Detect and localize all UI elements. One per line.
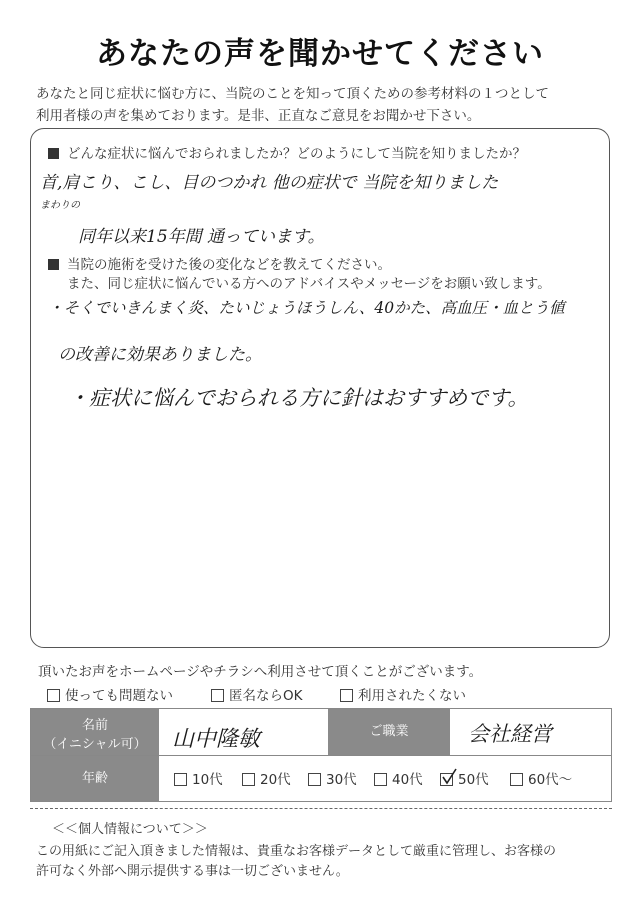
- intro-line-2: 利用者様の声を集めております。是非、正直なご意見をお聞かせ下さい。: [36, 108, 481, 124]
- checkbox-icon[interactable]: [242, 773, 255, 786]
- age-option-40-label: 40代: [392, 772, 423, 788]
- checkbox-checked-icon[interactable]: [440, 773, 453, 786]
- job-value: 会社経営: [468, 722, 552, 746]
- answer-2-line-3: ・症状に悩んでおられる方に針はおすすめです。: [68, 386, 529, 410]
- checkbox-icon[interactable]: [174, 773, 187, 786]
- age-option-60[interactable]: [510, 768, 572, 788]
- privacy-line-1: この用紙にご記入頂きました情報は、貴重なお客様データとして厳重に管理し、お客様の: [36, 844, 557, 859]
- name-label-cell: [31, 709, 159, 755]
- age-option-10-label: 10代: [192, 772, 223, 788]
- age-option-10[interactable]: [174, 768, 223, 788]
- checkbox-icon[interactable]: [47, 689, 60, 702]
- permission-option-ok[interactable]: [47, 684, 173, 704]
- permission-option-no-label: 利用されたくない: [358, 688, 466, 704]
- privacy-heading: ＜＜個人情報について＞＞: [52, 822, 208, 837]
- name-value: 山中隆敏: [172, 727, 261, 752]
- age-option-30[interactable]: [308, 768, 357, 788]
- age-option-50[interactable]: [440, 768, 489, 788]
- question-2: [48, 253, 391, 273]
- dashed-divider: [30, 808, 612, 809]
- answer-2-line-1: ・そくでいきんまく炎、たいじょうほうしん、40かた、高血圧・血とう値: [48, 299, 565, 317]
- square-bullet-icon: [48, 148, 59, 159]
- checkbox-icon[interactable]: [374, 773, 387, 786]
- square-bullet-icon: [48, 259, 59, 270]
- name-label-sub: （イニシャル可）: [43, 737, 147, 752]
- checkbox-icon[interactable]: [308, 773, 321, 786]
- question-2-text-1: 当院の施術を受けた後の変化などを教えてください。: [67, 257, 391, 273]
- age-option-50-label: 50代: [458, 772, 489, 788]
- answer-1-note: まわりの: [40, 200, 80, 211]
- question-1-text: どんな症状に悩んでおられましたか？どのようにして当院を知りましたか？: [67, 146, 526, 162]
- job-label: ご職業: [369, 724, 409, 739]
- privacy-line-2: 許可なく外部へ開示提供する事は一切ございません。: [36, 864, 349, 879]
- name-label: 名前: [81, 718, 108, 733]
- answer-1-line-2: 同年以来15年間 通っています。: [78, 227, 325, 247]
- permission-option-no[interactable]: [340, 684, 466, 704]
- answer-1-line-1: 首,肩こり、こし、目のつかれ 他の症状で 当院を知りました: [40, 173, 499, 193]
- question-2-text-2: また、同じ症状に悩んでいる方へのアドバイスやメッセージをお願い致します。: [67, 276, 551, 292]
- age-option-60-label: 60代〜: [528, 772, 573, 788]
- permission-option-ok-label: 使っても問題ない: [65, 688, 173, 704]
- checkbox-icon[interactable]: [510, 773, 523, 786]
- permission-option-anonymous[interactable]: [211, 684, 302, 704]
- job-label-cell: [328, 709, 450, 755]
- age-option-40[interactable]: [374, 768, 423, 788]
- permission-question: 頂いたお声をホームページやチラシへ利用させて頂くことがございます。: [38, 664, 483, 680]
- answer-2-line-2: の改善に効果ありました。: [58, 345, 262, 365]
- age-option-30-label: 30代: [326, 772, 357, 788]
- checkbox-icon[interactable]: [211, 689, 224, 702]
- checkbox-icon[interactable]: [340, 689, 353, 702]
- question-1: [48, 142, 526, 162]
- age-label-cell: [31, 756, 159, 801]
- age-option-20-label: 20代: [260, 772, 291, 788]
- permission-option-anonymous-label: 匿名ならOK: [229, 688, 303, 704]
- age-label: 年齢: [81, 771, 108, 786]
- age-option-20[interactable]: [242, 768, 291, 788]
- intro-line-1: あなたと同じ症状に悩む方に、当院のことを知って頂くための参考材料の１つとして: [36, 86, 549, 102]
- page-title: あなたの声を聞かせてください: [96, 36, 544, 72]
